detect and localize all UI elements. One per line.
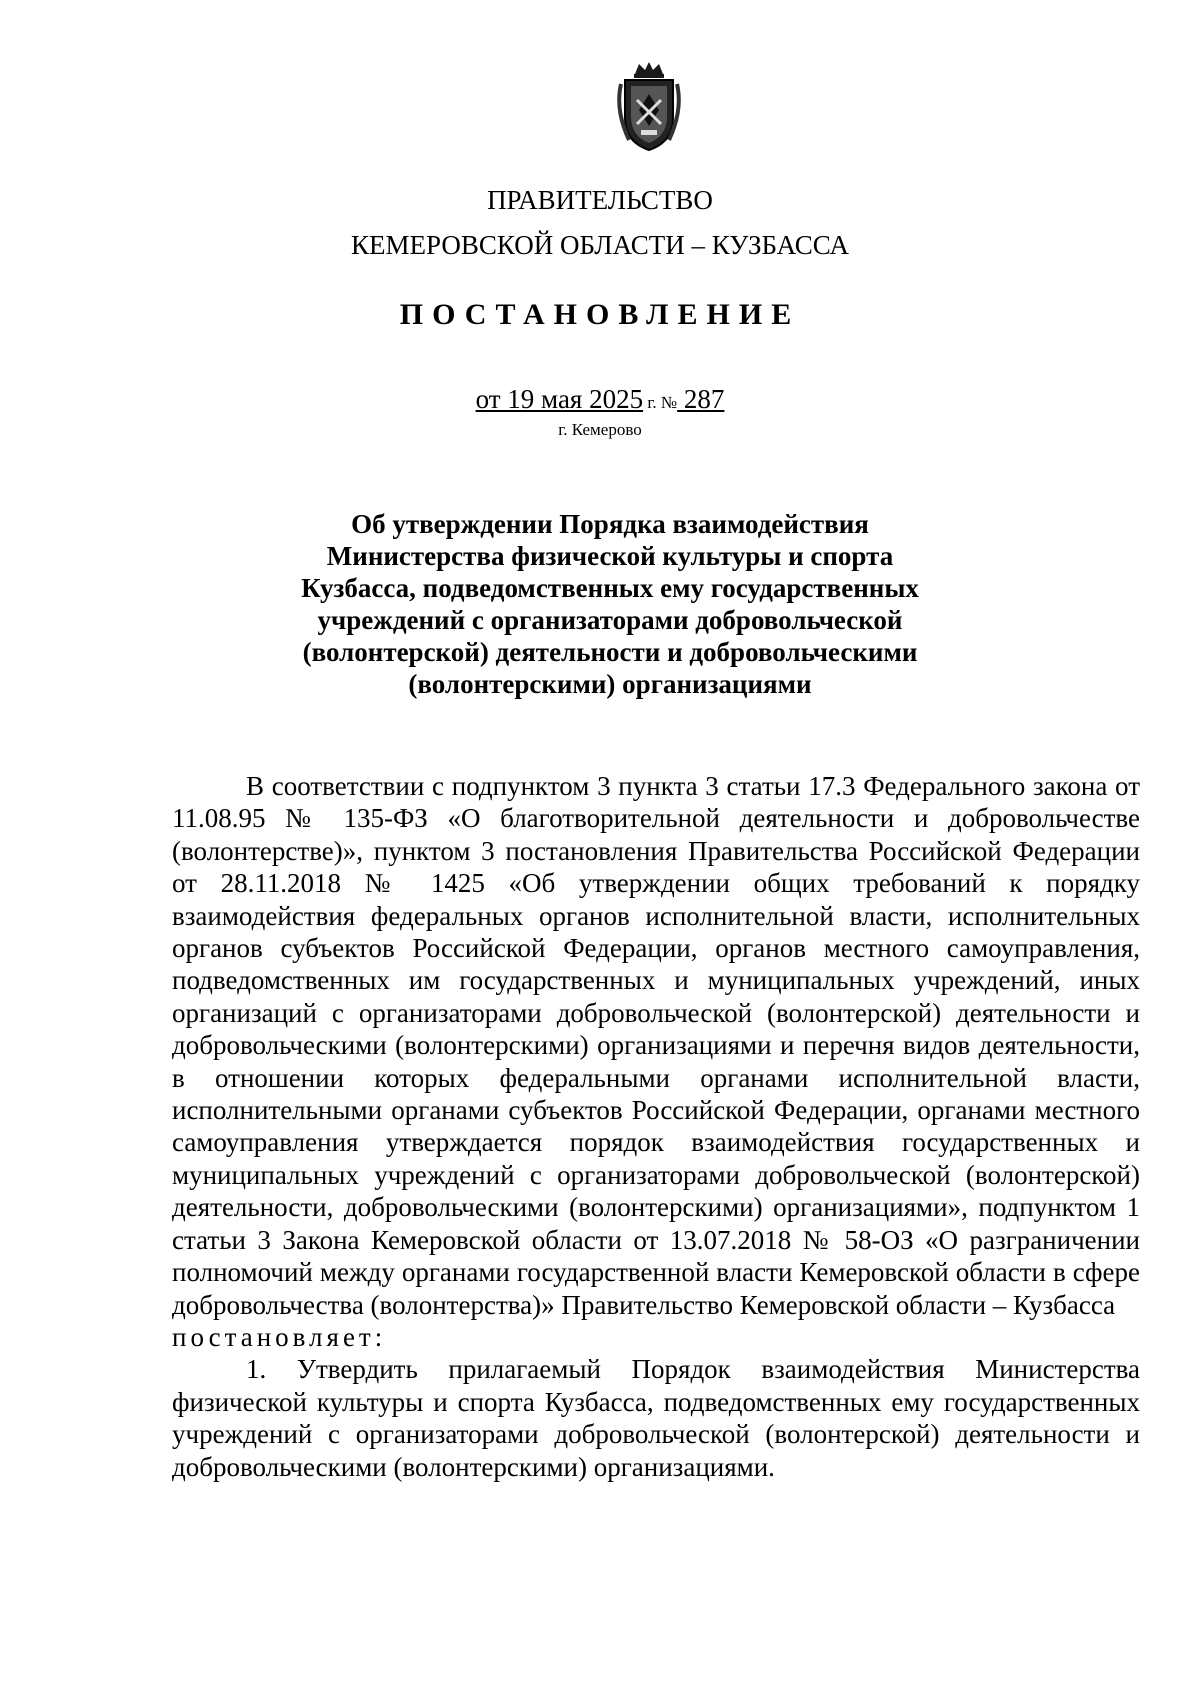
government-name-line1: ПРАВИТЕЛЬСТВО: [487, 185, 713, 215]
decree-date-number: [0, 384, 1200, 418]
decree-number: 287: [677, 384, 725, 414]
title-line: Об утверждении Порядка взаимодействия: [351, 509, 869, 539]
title-line: Министерства физической культуры и спорта: [326, 541, 894, 571]
title-line: (волонтерской) деятельности и добровольческими: [302, 637, 918, 667]
clause-1-paragraph: 1. Утвердить прилагаемый Порядок взаимодействия Министерства физической культуры и спорта Кузбасса, подведомственных ему государственных учреждений с организаторами добровольческой (волонтерской) деятельности и добровольческими (волонтерскими) организациями.: [172, 1354, 1140, 1482]
government-name-line2: КЕМЕРОВСКОЙ ОБЛАСТИ – КУЗБАССА: [351, 230, 849, 260]
document-title: [260, 508, 960, 700]
decree-date: от 19 мая 2025: [475, 384, 644, 414]
coat-of-arms-icon: [615, 60, 683, 152]
year-abbreviation: г.: [643, 393, 661, 412]
place-of-issue: г. Кемерово: [558, 420, 642, 439]
title-line: учреждений с организаторами добровольческой: [317, 605, 903, 635]
preamble-paragraph: В соответствии с подпунктом 3 пункта 3 статьи 17.3 Федерального закона от 11.08.95 № 135-ФЗ «О благотворительной деятельности и добровольчестве (волонтерстве)», пунктом 3 постановления Правительства Российской Федерации от 28.11.2018 № 1425 «Об утверждении общих требований к порядку взаимодействия федеральных органов исполнительной власти, исполнительных органов субъектов Российской Федерации, органов местного самоуправления, подведомственных им государственных и муниципальных учреждений, иных организаций с организаторами добровольческой (волонтерской) деятельности и добровольческими (волонтерскими) организациями и перечня видов деятельности, в отношении которых федеральными органами исполнительной власти, исполнительными органами субъектов Российской Федерации, органами местного самоуправления утверждается порядок взаимодействия государственных и муниципальных учреждений с организаторами добровольческой (волонтерской) деятельности, добровольческими (волонтерскими) организациями», подпунктом 1 статьи 3 Закона Кемеровской области от 13.07.2018 № 58-ОЗ «О разграничении полномочий между органами государственной власти Кемеровской области в сфере добровольчества (волонтерства)» Правительство Кемеровской области – Кузбасса: [172, 771, 1140, 1320]
title-line: (волонтерскими) организациями: [408, 669, 812, 699]
document-body: [172, 770, 1140, 1483]
title-line: Кузбасса, подведомственных ему государственных: [301, 573, 919, 603]
document-type-heading: ПОСТАНОВЛЕНИЕ: [399, 298, 801, 331]
resolves-word: постановляет:: [172, 1321, 387, 1352]
number-sign: №: [660, 393, 678, 412]
